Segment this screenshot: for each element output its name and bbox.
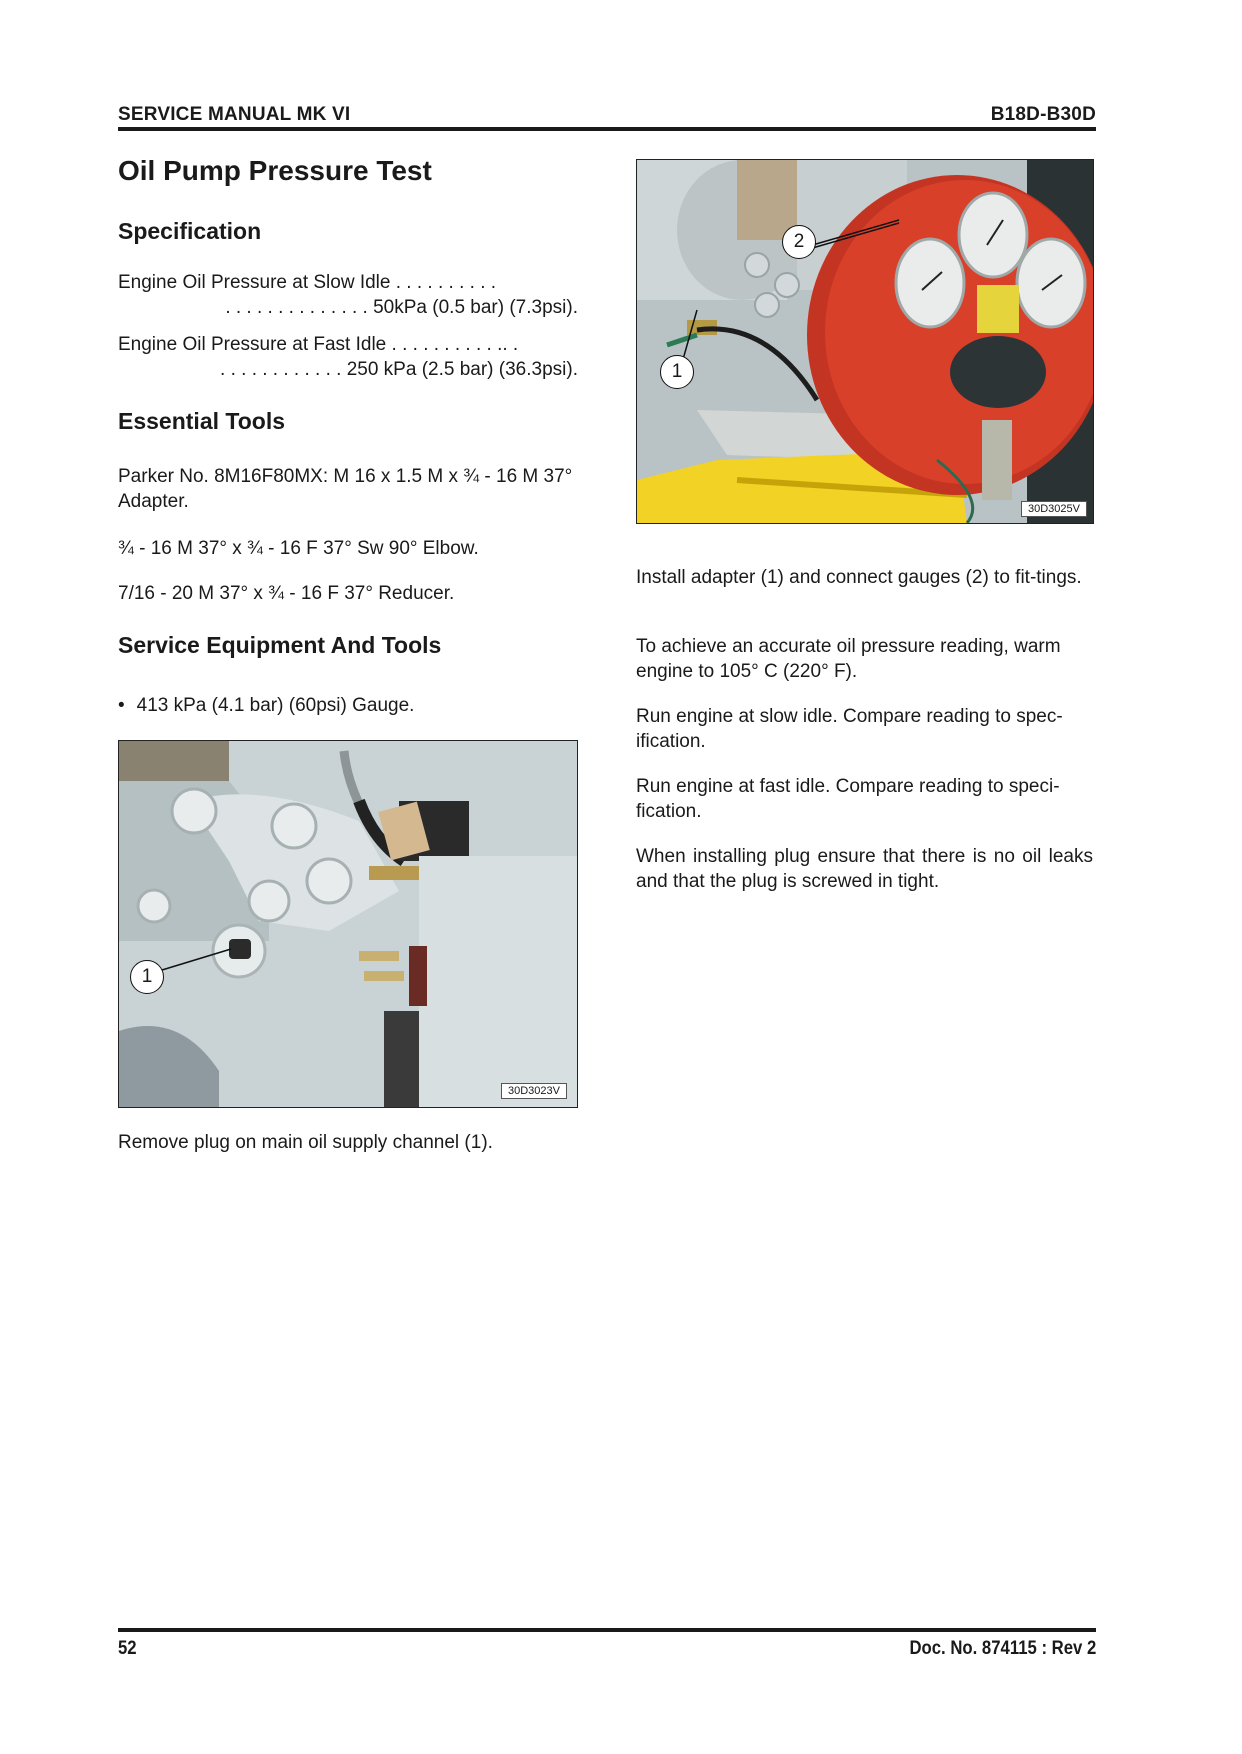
leader-line	[119, 741, 577, 1107]
figure-id: 30D3023V	[501, 1083, 567, 1099]
callout-1: 1	[660, 355, 694, 389]
left-column	[118, 155, 578, 187]
spec-label: Engine Oil Pressure at Fast Idle . . . . . . . . . . .. .	[118, 334, 519, 355]
leader-lines	[637, 160, 1093, 523]
tool-item: Parker No. 8M16F80MX: M 16 x 1.5 M x ¾ - 16 M 37° Adapter.	[118, 466, 573, 512]
instruction-step: Run engine at fast idle. Compare reading to speci-fication.	[636, 776, 1060, 822]
equipment-list-item	[118, 693, 578, 718]
instruction-step: When installing plug ensure that there is no oil leaks and that the plug is screwed in tight.	[636, 846, 1093, 892]
callout-2: 2	[782, 225, 816, 259]
essential-tools-heading: Essential Tools	[118, 408, 286, 434]
callout-1: 1	[130, 960, 164, 994]
equipment-item: 413 kPa (4.1 bar) (60psi) Gauge.	[136, 695, 415, 716]
figure-id: 30D3025V	[1021, 501, 1087, 517]
instruction-step: Run engine at slow idle. Compare reading to spec-ification.	[636, 706, 1063, 752]
page-number: 52	[118, 1638, 137, 1659]
document-number: Doc. No. 874115 : Rev 2	[909, 1638, 1096, 1659]
header-model-range: B18D-B30D	[990, 104, 1096, 125]
spec-label: Engine Oil Pressure at Slow Idle . . . . . . . . . .	[118, 272, 497, 293]
photo-gauge-connection	[636, 159, 1094, 524]
header-manual-title: SERVICE MANUAL MK VI	[118, 104, 351, 125]
spec-item	[118, 332, 578, 382]
header-rule	[118, 127, 1096, 131]
instruction-step: To achieve an accurate oil pressure reading, warm engine to 105° C (220° F).	[636, 636, 1061, 682]
instruction-step: Install adapter (1) and connect gauges (2) to fit-tings.	[636, 567, 1082, 588]
tool-item: ¾ - 16 M 37° x ¾ - 16 F 37° Sw 90° Elbow.	[118, 538, 479, 559]
spec-value: . . . . . . . . . . . . 250 kPa (2.5 bar) (36.3psi).	[220, 359, 578, 380]
specification-heading: Specification	[118, 218, 262, 244]
spec-value: . . . . . . . . . . . . . . 50kPa (0.5 bar) (7.3psi).	[225, 297, 578, 318]
page-title: Oil Pump Pressure Test	[118, 155, 432, 186]
photo-oil-supply-plug	[118, 740, 578, 1108]
tool-item: 7/16 - 20 M 37° x ¾ - 16 F 37° Reducer.	[118, 583, 455, 604]
figure-caption: Remove plug on main oil supply channel (1).	[118, 1132, 493, 1153]
bullet-icon: •	[118, 695, 125, 716]
service-equipment-heading: Service Equipment And Tools	[118, 632, 442, 658]
spec-item	[118, 270, 578, 320]
footer-rule	[118, 1628, 1096, 1632]
